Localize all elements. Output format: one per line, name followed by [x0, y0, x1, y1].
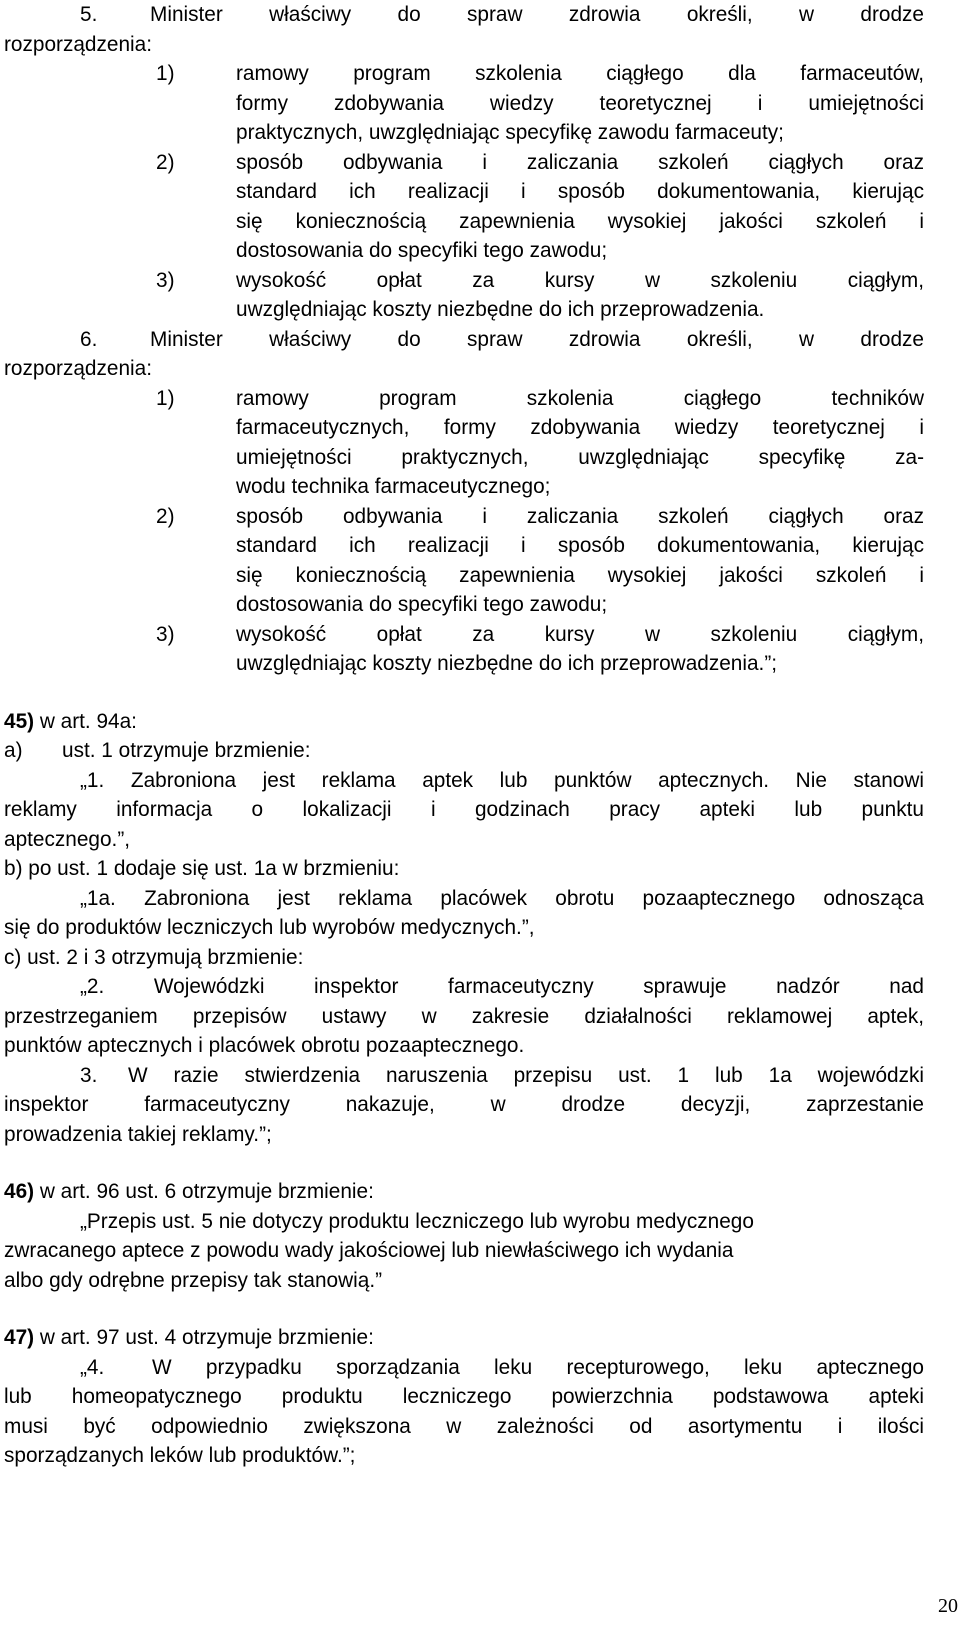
point-45-a	[4, 736, 924, 766]
list-item	[4, 620, 924, 679]
item-line: standard ich realizacji i sposób dokumentowania, kierując	[236, 180, 924, 203]
item-number: 3)	[156, 622, 175, 646]
item-line: się koniecznością zapewnienia wysokiej jakości szkoleń i	[236, 209, 924, 233]
point-45-a-text: ust. 1 otrzymuje brzmienie:	[62, 739, 311, 762]
point-46-heading	[4, 1177, 924, 1207]
quote-3-number: 3.	[80, 1063, 98, 1087]
item-number: 2)	[156, 150, 175, 174]
quote-line: musi być odpowiednio zwiększona w zależności od asortymentu i ilości	[4, 1414, 924, 1438]
item-line: standard ich realizacji i sposób dokumentowania, kierując	[236, 534, 924, 557]
item-line: dostosowania do specyfiki tego zawodu;	[236, 593, 608, 616]
spacer	[4, 679, 924, 707]
item-line: farmaceutycznych, formy zdobywania wiedzy teoretycznej i	[236, 416, 924, 439]
quote-line: reklamy informacja o lokalizacji i godzinach pracy apteki lub punktu	[4, 798, 924, 821]
item-line: uwzględniając koszty niezbędne do ich przeprowadzenia.	[236, 298, 765, 321]
quote-line: sporządzanych leków lub produktów.”;	[4, 1444, 356, 1467]
point-45-head: w art. 94a:	[34, 709, 137, 733]
item-line: sposób odbywania i zaliczania szkoleń ciągłych oraz	[236, 150, 924, 174]
quote-4	[4, 1353, 924, 1383]
item-number: 2)	[156, 504, 175, 528]
item-line: sposób odbywania i zaliczania szkoleń ciągłych oraz	[236, 504, 924, 528]
quote-line: punktów aptecznych i placówek obrotu pozaaptecznego.	[4, 1034, 525, 1057]
quote-line: „1a. Zabroniona jest reklama placówek obrotu pozaaptecznego odnosząca	[80, 886, 924, 910]
item-line: się koniecznością zapewnienia wysokiej jakości szkoleń i	[236, 563, 924, 587]
quote-line: się do produktów leczniczych lub wyrobów medycznych.”,	[4, 916, 535, 939]
quote-line: albo gdy odrębne przepisy tak stanowią.”	[4, 1268, 383, 1292]
item-number: 1)	[156, 386, 175, 410]
spacer	[4, 1149, 924, 1177]
point-47-head: w art. 97 ust. 4 otrzymuje brzmienie:	[34, 1326, 374, 1349]
point-46-number: 46)	[4, 1180, 35, 1203]
item-line: wysokość opłat za kursy w szkoleniu ciągłym,	[236, 268, 924, 292]
quote-3	[4, 1061, 924, 1091]
point-47-heading	[4, 1323, 924, 1353]
section-5-intro	[4, 0, 924, 30]
quote-line: aptecznego.”,	[4, 827, 131, 851]
item-line: uwzględniając koszty niezbędne do ich przeprowadzenia.”;	[236, 652, 778, 675]
item-line: umiejętności praktycznych, uwzględniając specyfikę za-	[236, 445, 924, 469]
quote-line: W przypadku sporządzania leku recepturowego, leku aptecznego	[152, 1355, 924, 1379]
point-47-number: 47)	[4, 1326, 35, 1349]
point-46	[4, 1177, 924, 1295]
quote-line: inspektor farmaceutyczny nakazuje, w drodze decyzji, zaprzestanie	[4, 1093, 924, 1116]
item-number: 1)	[156, 62, 175, 85]
section-5	[4, 0, 924, 325]
section-5-line2: rozporządzenia:	[4, 32, 152, 56]
section-6-number: 6.	[80, 327, 98, 351]
section-5-line1: Minister właściwy do spraw zdrowia określi, w drodze	[150, 3, 924, 26]
list-item	[4, 59, 924, 148]
item-line: dostosowania do specyfiki tego zawodu;	[236, 239, 608, 262]
spacer	[4, 1295, 924, 1323]
list-item	[4, 502, 924, 620]
point-45-a-label: a)	[4, 739, 23, 762]
section-5-number: 5.	[80, 3, 98, 26]
point-45	[4, 707, 924, 1150]
quote-line: prowadzenia takiej reklamy.”;	[4, 1122, 272, 1146]
item-number: 3)	[156, 268, 175, 292]
point-45-heading	[4, 707, 924, 737]
list-item	[4, 148, 924, 266]
quote-line: lub homeopatycznego produktu leczniczego powierzchnia podstawowa apteki	[4, 1385, 924, 1408]
section-6-line1: Minister właściwy do spraw zdrowia określi, w drodze	[150, 327, 924, 351]
section-6-intro	[4, 325, 924, 355]
quote-line: W razie stwierdzenia naruszenia przepisu ust. 1 lub 1a wojewódzki	[128, 1063, 924, 1087]
quote-line: zwracanego aptece z powodu wady jakościowej lub niewłaściwego ich wydania	[4, 1239, 734, 1262]
item-line: ramowy program szkolenia ciągłego techników	[236, 386, 924, 410]
point-45-number: 45)	[4, 709, 35, 733]
quote-line: „2. Wojewódzki inspektor farmaceutyczny sprawuje nadzór nad	[80, 975, 924, 998]
quote-line: przestrzeganiem przepisów ustawy w zakresie działalności reklamowej aptek,	[4, 1004, 924, 1028]
section-6	[4, 325, 924, 679]
point-46-head: w art. 96 ust. 6 otrzymuje brzmienie:	[34, 1180, 374, 1203]
item-line: ramowy program szkolenia ciągłego dla farmaceutów,	[236, 62, 924, 85]
quote-line: „Przepis ust. 5 nie dotyczy produktu leczniczego lub wyrobu medycznego	[80, 1209, 754, 1233]
list-item	[4, 384, 924, 502]
item-line: wodu technika farmaceutycznego;	[236, 475, 551, 498]
quote-line: „1. Zabroniona jest reklama aptek lub punktów aptecznych. Nie stanowi	[80, 768, 924, 792]
document-page	[4, 0, 924, 1471]
point-45-c-text: c) ust. 2 i 3 otrzymują brzmienie:	[4, 945, 304, 969]
section-6-line2: rozporządzenia:	[4, 357, 152, 380]
quote-4-number: „4.	[80, 1355, 105, 1379]
item-line: formy zdobywania wiedzy teoretycznej i umiejętności	[236, 91, 924, 115]
point-45-b-text: b) po ust. 1 dodaje się ust. 1a w brzmieniu:	[4, 857, 400, 880]
point-47	[4, 1323, 924, 1471]
item-line: wysokość opłat za kursy w szkoleniu ciągłym,	[236, 622, 924, 646]
item-line: praktycznych, uwzględniając specyfikę zawodu farmaceuty;	[236, 121, 784, 144]
list-item	[4, 266, 924, 325]
page-number: 20	[938, 1595, 958, 1617]
